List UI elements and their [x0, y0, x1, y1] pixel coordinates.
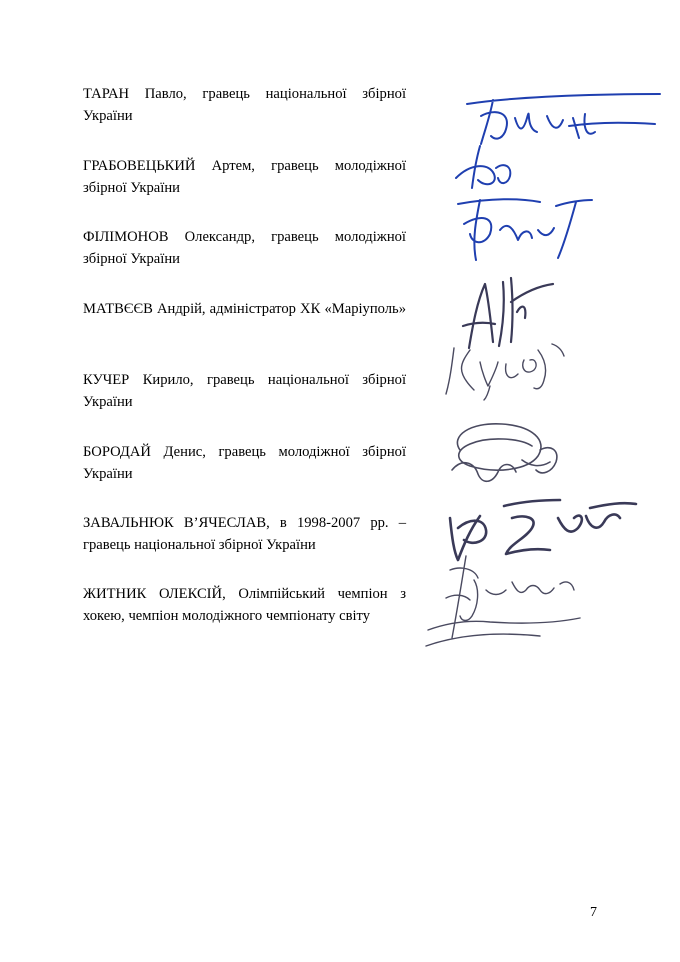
- signature-zhytnyk: [420, 550, 590, 650]
- signature-taran: [455, 88, 665, 148]
- entry-zavalniuk: ЗАВАЛЬНЮК В’ЯЧЕСЛАВ, в 1998-2007 рр. – гравець національної збірної України: [83, 515, 406, 553]
- entry-taran: ТАРАН Павло, гравець національної збірної України: [83, 86, 406, 124]
- signature-hrabovetskyi: [450, 140, 550, 195]
- signature-borodai: [440, 410, 570, 490]
- entry-zhytnyk: ЖИТНИК ОЛЕКСІЙ, Олімпійський чемпіон з хокею, чемпіон молодіжного чемпіонату світу: [83, 586, 406, 624]
- entry-filimonov: ФІЛІМОНОВ Олександр, гравець молодіжної збірної України: [83, 229, 406, 267]
- page-number: 7: [590, 905, 597, 920]
- signature-kucher: [440, 340, 570, 400]
- entry-kucher: КУЧЕР Кирило, гравець національної збірної України: [83, 372, 406, 410]
- entry-matvieiev: МАТВЄЄВ Андрій, адміністратор ХК «Маріуполь»: [83, 301, 406, 317]
- entry-hrabovetskyi: ГРАБОВЕЦЬКИЙ Артем, гравець молодіжної збірної України: [83, 158, 406, 196]
- signature-filimonov: [450, 190, 600, 265]
- entry-borodai: БОРОДАЙ Денис, гравець молодіжної збірної України: [83, 444, 406, 482]
